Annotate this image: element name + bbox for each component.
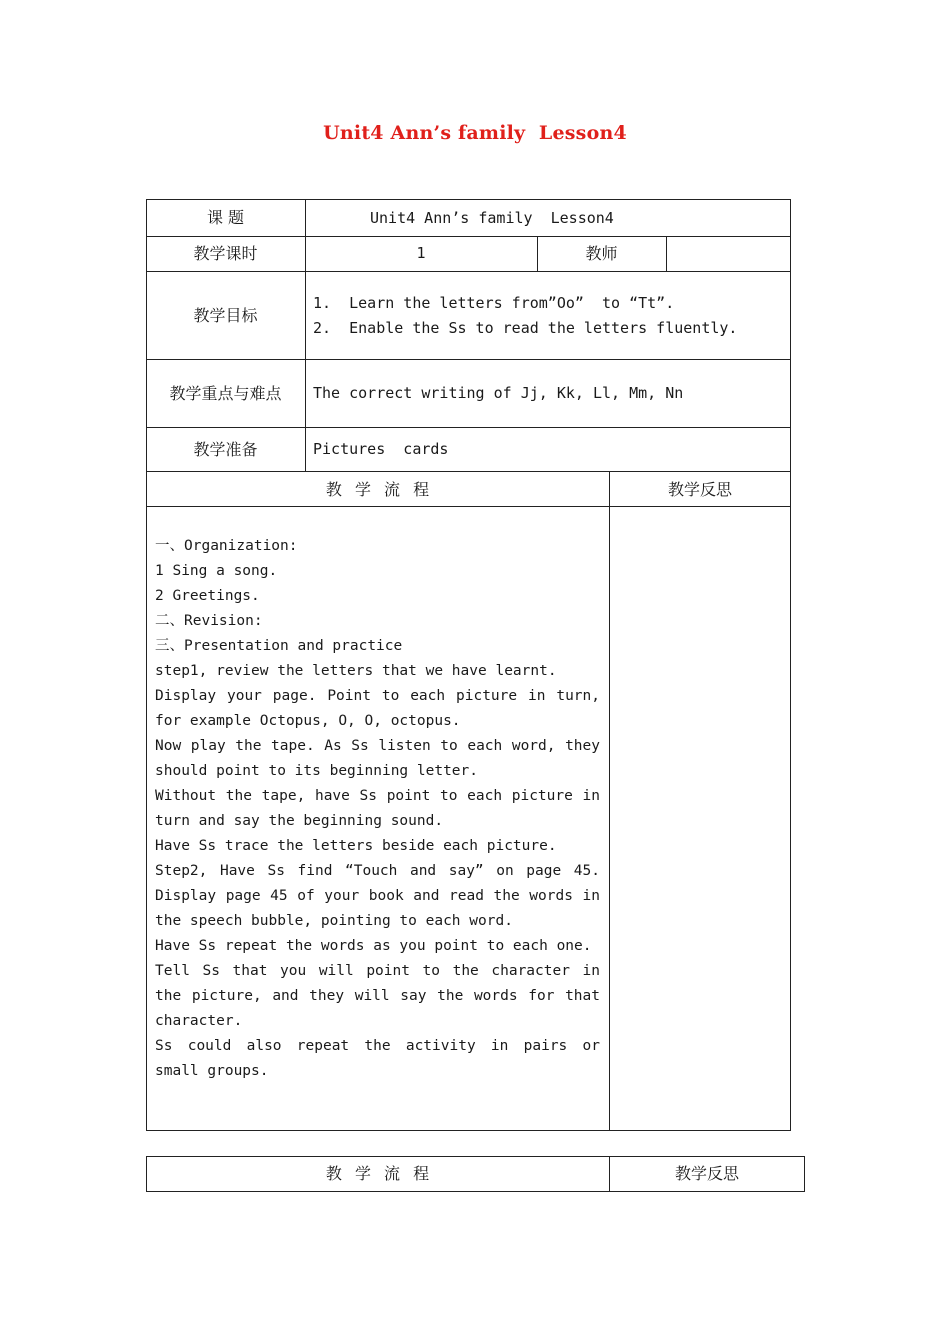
process-line: 一、Organization: [155, 538, 298, 554]
reflection-header-2: 教学反思 [674, 1164, 739, 1183]
process-line: Have Ss repeat the words as you point to each one. [155, 938, 592, 954]
period-label: 教学课时 [193, 244, 258, 263]
process-line: Have Ss trace the letters beside each picture. [155, 838, 557, 854]
process-line: 1 Sing a song. [155, 563, 278, 579]
process-header-2: 教 学 流 程 [325, 1164, 430, 1183]
topic-value: Unit4 Ann’s family Lesson4 [370, 209, 614, 227]
process-line: Without the tape, have Ss point to each picture in turn and say the beginning sound. [155, 788, 600, 829]
preparation-value: Pictures cards [313, 440, 449, 458]
teacher-label: 教师 [585, 244, 618, 263]
reflection-header: 教学反思 [667, 480, 732, 499]
objective-item: 1. Learn the letters from”Oo” to “Tt”. [313, 294, 675, 312]
objective-item: 2. Enable the Ss to read the letters fluently. [313, 319, 738, 337]
process-line: 三、Presentation and practice [155, 638, 403, 654]
preparation-label: 教学准备 [193, 440, 258, 459]
key-points-value: The correct writing of Jj, Kk, Ll, Mm, Nn [313, 384, 684, 402]
process-line: Tell Ss that you will point to the character in the picture, and they will say the words for that character. [155, 963, 600, 1029]
period-value: 1 [416, 244, 426, 262]
process-line: Step2, Have Ss find “Touch and say” on page 45. Display page 45 of your book and read the words in the speech bubble, pointing to each word. [155, 863, 600, 929]
process-line: 二、Revision: [155, 613, 263, 629]
key-points-label: 教学重点与难点 [169, 384, 282, 403]
process-line: Ss could also repeat the activity in pairs or small groups. [155, 1038, 600, 1079]
process-header: 教 学 流 程 [325, 480, 430, 499]
topic-label: 课 题 [206, 208, 245, 227]
process-line: Now play the tape. As Ss listen to each word, they should point to its beginning letter. [155, 738, 600, 779]
process-line: 2 Greetings. [155, 588, 260, 604]
document-title: Unit4 Ann’s family Lesson4 [323, 122, 627, 144]
process-line: step1, review the letters that we have learnt. [155, 663, 557, 679]
process-line: Display your page. Point to each picture in turn, for example Octopus, O, O, octopus. [155, 688, 600, 729]
process-body [155, 534, 600, 1084]
objectives-label: 教学目标 [193, 306, 258, 325]
